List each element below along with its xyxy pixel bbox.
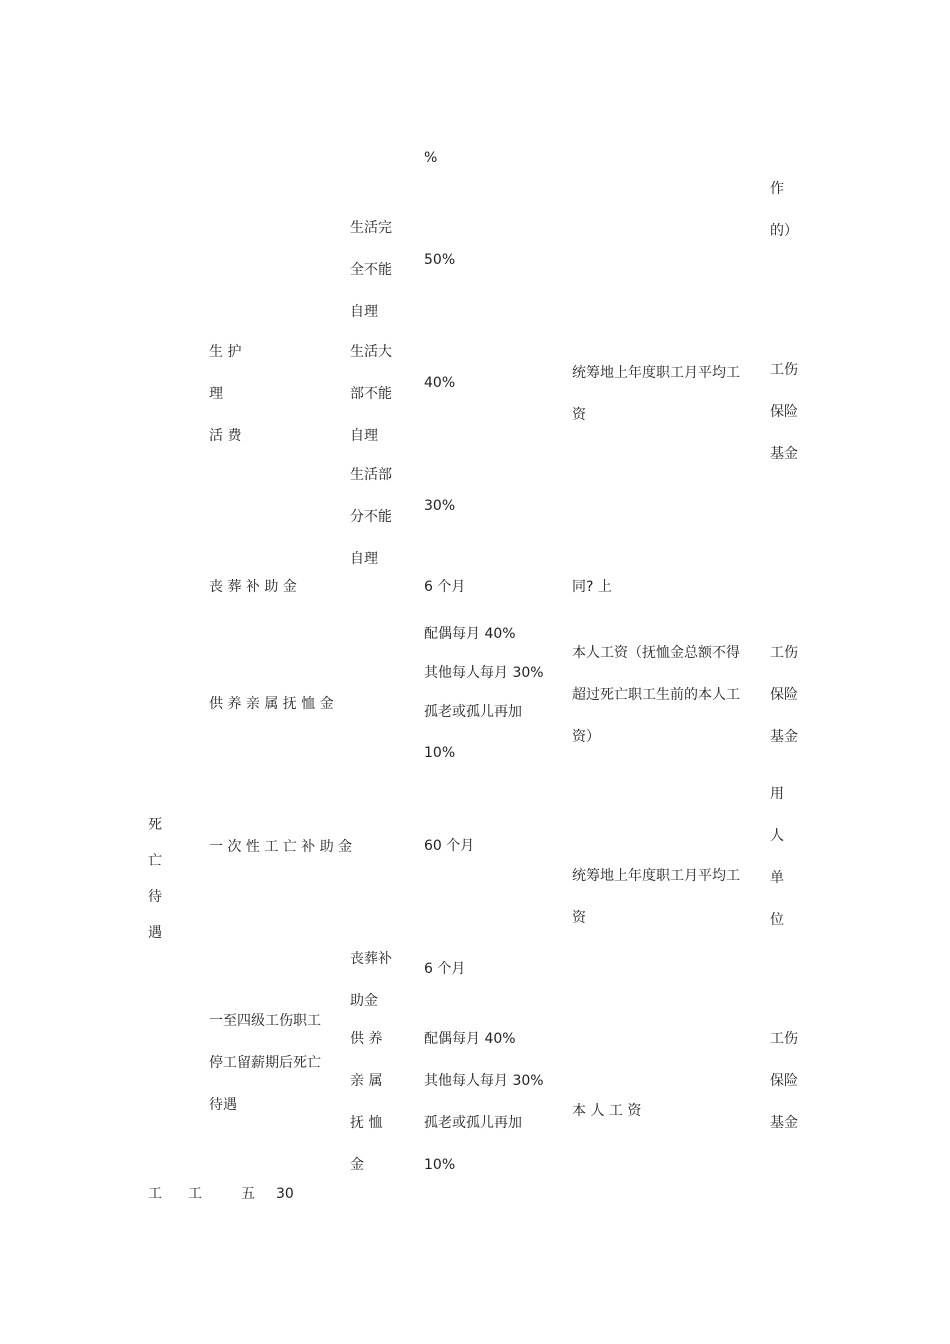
text-line: 本人工资（抚恤金总额不得 bbox=[572, 645, 740, 661]
grade14-funeral-months: 6 个月 bbox=[424, 961, 466, 977]
text-line: 工伤 bbox=[770, 645, 798, 661]
text-line: 配偶每月 40% bbox=[424, 1031, 516, 1047]
text-line: 用 bbox=[770, 786, 784, 802]
pension-label: 供 养 亲 属 抚 恤 金 bbox=[209, 696, 334, 712]
nursing-source bbox=[770, 349, 798, 475]
text-line: 其他每人每月 30% bbox=[424, 1073, 544, 1089]
text-line: 基金 bbox=[770, 446, 798, 462]
pension-source bbox=[770, 632, 798, 758]
text-line: 的） bbox=[770, 223, 798, 239]
pension-basis bbox=[572, 632, 740, 758]
text-line: 基金 bbox=[770, 729, 798, 745]
text-line: 保险 bbox=[770, 1073, 798, 1089]
text-line: 孤老或孤儿再加 bbox=[424, 704, 522, 720]
level-full bbox=[350, 207, 392, 333]
text-line: 活 费 bbox=[209, 428, 242, 444]
text-line: 待 bbox=[148, 889, 162, 905]
rate-full: 50% bbox=[424, 252, 456, 268]
nursing-basis bbox=[572, 352, 740, 436]
text-line: 单 bbox=[770, 870, 784, 886]
percent-continuation: % bbox=[424, 150, 438, 166]
grade14-funeral-sub bbox=[350, 938, 392, 1022]
text-line: 抚 恤 bbox=[350, 1115, 383, 1131]
text-line: 供 养 bbox=[350, 1031, 383, 1047]
lump-sum-months: 60 个月 bbox=[424, 838, 475, 854]
text-line: 工伤 bbox=[770, 362, 798, 378]
text-line: 自理 bbox=[350, 428, 378, 444]
text-line: 统筹地上年度职工月平均工 bbox=[572, 868, 740, 884]
lump-sum-source bbox=[770, 773, 784, 941]
grade14-source bbox=[770, 1018, 798, 1144]
text-line: 资 bbox=[572, 407, 586, 423]
text-line: 人 bbox=[770, 828, 784, 844]
text-line: 生活部 bbox=[350, 467, 392, 483]
nursing-category bbox=[209, 331, 241, 457]
text-line: 超过死亡职工生前的本人工 bbox=[572, 687, 740, 703]
text-line: 停工留薪期后死亡 bbox=[209, 1055, 321, 1071]
text-line: 工伤 bbox=[770, 1031, 798, 1047]
text-line: 位 bbox=[770, 912, 784, 928]
text-line: 基金 bbox=[770, 1115, 798, 1131]
text-line: 部不能 bbox=[350, 386, 392, 402]
rate-most: 40% bbox=[424, 375, 456, 391]
text-line: 统筹地上年度职工月平均工 bbox=[572, 365, 740, 381]
text-line: 丧葬补 bbox=[350, 951, 392, 967]
grade14-label bbox=[209, 1000, 321, 1126]
text-line: 其他每人每月 30% bbox=[424, 665, 544, 681]
grade14-pension-sub bbox=[350, 1018, 382, 1186]
text-line: 生 护 bbox=[209, 344, 242, 360]
rate-part: 30% bbox=[424, 498, 456, 514]
text-line: 自理 bbox=[350, 551, 378, 567]
text-line: 10% bbox=[424, 1157, 456, 1173]
text-line: 孤老或孤儿再加 bbox=[424, 1115, 522, 1131]
text-line: 亲 属 bbox=[350, 1073, 383, 1089]
source-continuation bbox=[770, 168, 798, 252]
text-line: 待遇 bbox=[209, 1097, 237, 1113]
text-line: 遇 bbox=[148, 925, 162, 941]
text-line: 自理 bbox=[350, 304, 378, 320]
text-line: 资 bbox=[572, 910, 586, 926]
funeral-label: 丧 葬 补 助 金 bbox=[209, 579, 297, 595]
text-line: 保险 bbox=[770, 687, 798, 703]
text-line: 亡 bbox=[148, 853, 162, 869]
text-line: 一至四级工伤职工 bbox=[209, 1013, 321, 1029]
text-line: 配偶每月 40% bbox=[424, 626, 516, 642]
footer-cell-3: 五 bbox=[241, 1186, 255, 1202]
funeral-months: 6 个月 bbox=[424, 579, 466, 595]
pension-rates bbox=[424, 615, 544, 774]
text-line: 作 bbox=[770, 181, 784, 197]
text-line: 生活大 bbox=[350, 344, 392, 360]
text-line: 死 bbox=[148, 817, 162, 833]
grade14-pension-rates bbox=[424, 1018, 544, 1186]
text-line: 生活完 bbox=[350, 220, 392, 236]
text-line: 资） bbox=[572, 729, 600, 745]
level-most bbox=[350, 331, 392, 457]
text-line: 助金 bbox=[350, 993, 378, 1009]
text-line: 金 bbox=[350, 1157, 364, 1173]
text-line: 保险 bbox=[770, 404, 798, 420]
text-line: 全不能 bbox=[350, 262, 392, 278]
level-part bbox=[350, 454, 392, 580]
text-line: 10% bbox=[424, 745, 456, 761]
lump-sum-label: 一 次 性 工 亡 补 助 金 bbox=[209, 839, 353, 855]
footer-cell-1: 工 bbox=[148, 1186, 162, 1202]
funeral-basis: 同? 上 bbox=[572, 579, 612, 595]
death-benefits-group bbox=[148, 807, 162, 951]
text-line: 分不能 bbox=[350, 509, 392, 525]
footer-cell-4: 30 bbox=[276, 1186, 294, 1202]
lump-sum-basis bbox=[572, 855, 740, 939]
grade14-basis: 本 人 工 资 bbox=[572, 1103, 642, 1119]
text-line: 理 bbox=[209, 386, 223, 402]
footer-cell-2: 工 bbox=[188, 1186, 202, 1202]
